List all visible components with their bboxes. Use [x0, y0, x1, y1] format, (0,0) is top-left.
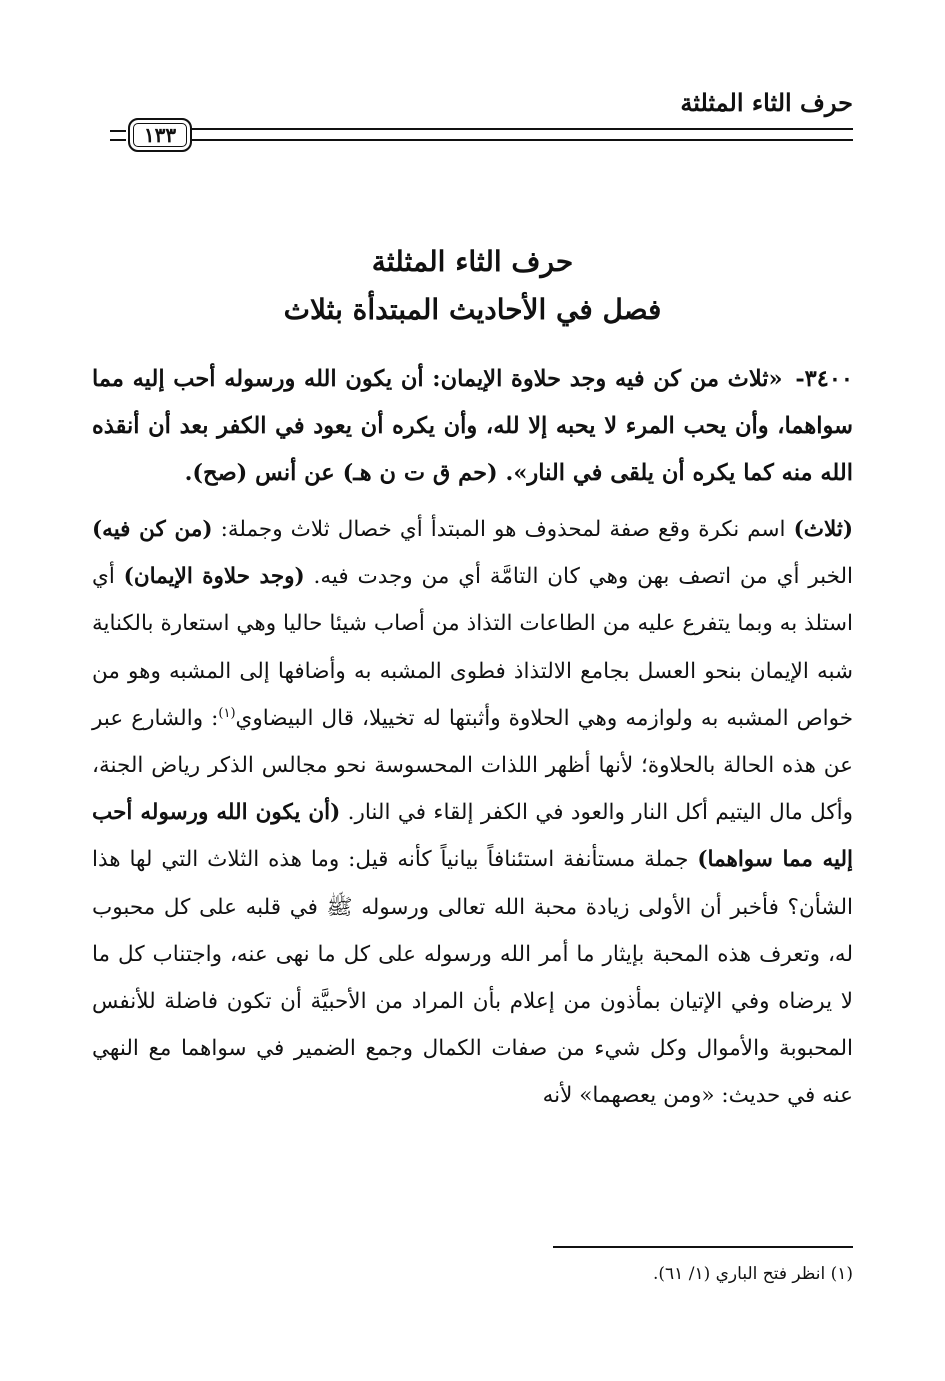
- commentary-text: أي استلذ به وبما يتفرع عليه من الطاعات التذاذ من أصاب شيئا حاليا وهي استعارة بالكناية شبه الإيمان بنحو العسل بجامع الالتذاذ فطوى المشبه به وأضافها إلى المشبه وهو من خواص المشبه به ولوازمه وهي الحلاوة وأثبتها له تخييلا، قال البيضاوي: [92, 564, 853, 731]
- section-title: فصل في الأحاديث المبتدأة بثلاث: [283, 293, 662, 326]
- header-double-rule: [190, 128, 853, 141]
- footnote: (١) انظر فتح الباري (١/ ٦١).: [653, 1264, 853, 1284]
- chapter-titles: [90, 238, 855, 334]
- header-rule-end: [110, 130, 126, 141]
- hadith-number: ٣٤٠٠-: [795, 366, 854, 392]
- commentary-paragraph: [92, 506, 853, 1120]
- footnote-separator: [553, 1246, 853, 1248]
- running-head-title: حرف الثاء المثلثة: [680, 88, 853, 117]
- commentary-text: الخبر أي من اتصف بهن وهي كان التامَّة أي من وجدت فيه.: [304, 564, 854, 590]
- commentary-term: (ثلاث): [793, 517, 853, 542]
- commentary-term: (أن يكون الله ورسوله أحب إليه مما سواهما): [92, 800, 854, 873]
- commentary-term: (من كن فيه): [92, 517, 213, 542]
- commentary-text: جملة مستأنفة استئنافاً بيانياً كأنه قيل: وما هذه الثلاث التي لها هذا الشأن؟ فأخبر أن الأولى زيادة محبة الله تعالى ورسوله ﷺ في قلبه على كل محبوب له، وتعرف هذه المحبة بإيثار ما أمر الله ورسوله على كل ما نهى عنه، واجتناب كل ما لا يرضاه وفي الإتيان بمأذون من إعلام بأن المراد من الأحبيَّة أن تكون فاضلة للأنفس المحبوبة والأموال وكل شيء من صفات الكمال وجمع الضمير في سواهما مع النهي عنه في حديث: «ومن يعصهما» لأنه: [92, 847, 853, 1109]
- commentary-text: : والشارع عبر عن هذه الحالة بالحلاوة؛ لأنها أظهر اللذات المحسوسة نحو مجالس الذكر رياض الجنة، وأكل مال اليتيم أكل النار والعود في الكفر إلقاء في النار.: [92, 705, 854, 826]
- hadith-text: «ثلاث من كن فيه وجد حلاوة الإيمان: أن يكون الله ورسوله أحب إليه مما سواهما، وأن يحب المرء لا يحبه إلا لله، وأن يكره أن يعود في الكفر بعد أن أنقذه الله منه كما يكره أن يلقى في النار». (حم ق ت ن هـ) عن أنس (صح).: [92, 366, 853, 486]
- hadith-paragraph: [92, 356, 853, 497]
- chapter-title: حرف الثاء المثلثة: [371, 245, 574, 278]
- page-number: ١٣٣: [128, 118, 192, 152]
- footnote-reference[interactable]: (١): [218, 705, 236, 721]
- commentary-text: اسم نكرة وقع صفة لمحذوف هو المبتدأ أي خصال ثلاث وجملة:: [212, 517, 794, 542]
- commentary-term: (وجد حلاوة الإيمان): [123, 564, 305, 590]
